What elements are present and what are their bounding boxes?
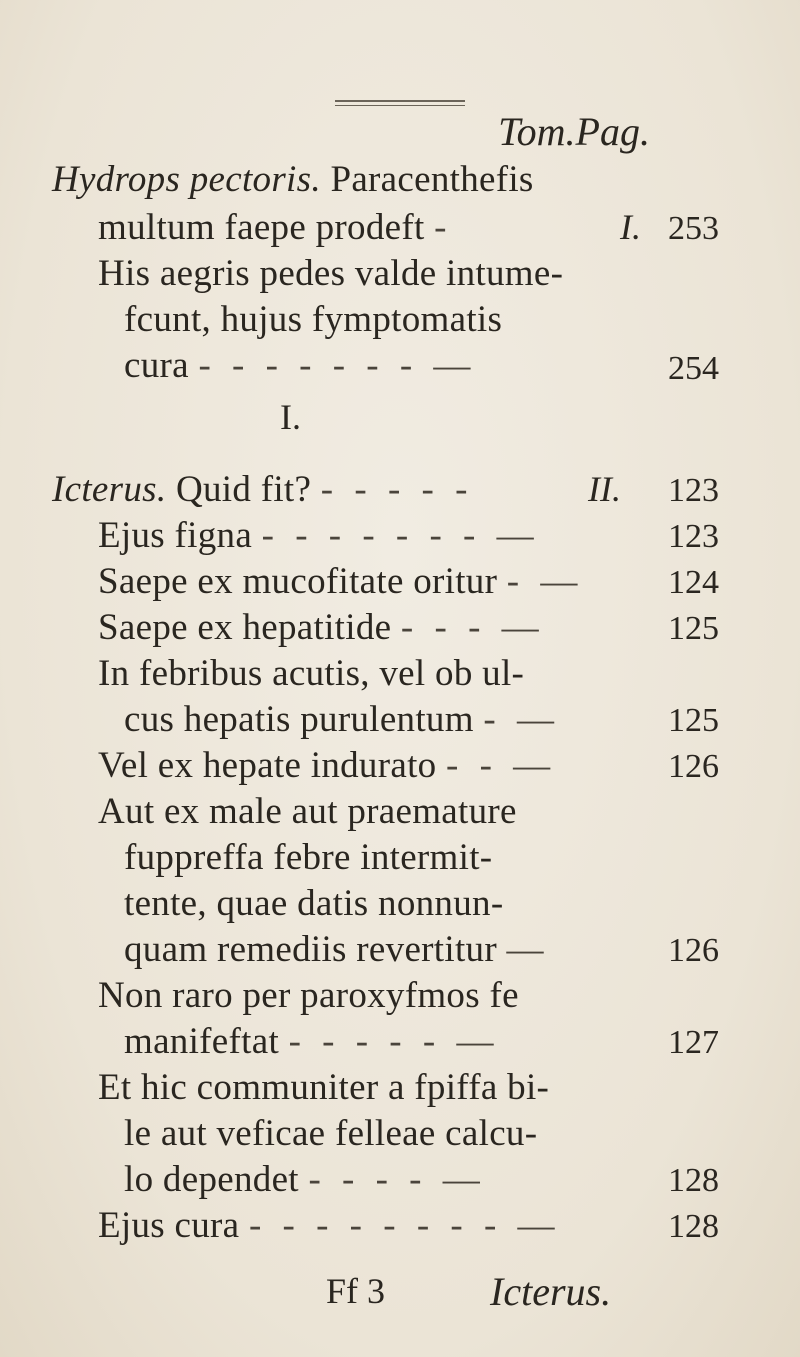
page-number: 254 (668, 350, 719, 387)
entry-line (98, 790, 517, 833)
entry-text: Non raro per paroxyfmos fe (98, 975, 519, 1016)
entry-heading: Icterus. (52, 469, 167, 510)
entry-line (124, 882, 503, 925)
leader-dots: - - - - - - - — (261, 515, 540, 556)
entry-text: Saepe ex hepatitide (98, 607, 392, 648)
entry-line (98, 1066, 549, 1109)
entry-text: quam remediis revertitur (124, 929, 497, 970)
entry-text: manifeftat (124, 1021, 280, 1062)
leader-dots: - - - — (400, 607, 545, 648)
leader-dots: - (434, 207, 453, 248)
entry-line (98, 974, 519, 1017)
entry-text: Ejus cura (98, 1205, 240, 1246)
entry-line (124, 1158, 486, 1201)
page-number: 124 (668, 564, 719, 601)
leader-dots: - - — (446, 745, 557, 786)
section-letter: I. (280, 397, 301, 437)
page-number: 128 (668, 1162, 719, 1199)
entry-text: Paracenthefis (330, 159, 534, 200)
entry-line (98, 744, 556, 787)
entry-line (98, 1204, 561, 1247)
entry-text: Vel ex hepate indurato (98, 745, 437, 786)
entry-line (98, 606, 545, 649)
entry-line (98, 514, 540, 557)
catchword: Icterus. (490, 1269, 612, 1314)
entry-text: fcunt, hujus fymptomatis (124, 299, 503, 340)
page-number: 128 (668, 1208, 719, 1245)
page-number: 125 (668, 610, 719, 647)
entry-text: Ejus figna (98, 515, 253, 556)
entry-line (98, 252, 563, 295)
entry-line (124, 344, 476, 387)
header-rule (335, 100, 465, 106)
entry-line (98, 206, 452, 249)
leader-dots: - — (483, 699, 560, 740)
entry-text: cus hepatis purulentum (124, 699, 474, 740)
entry-text: Et hic communiter a fpiffa bi- (98, 1067, 550, 1108)
entry-text: His aegris pedes valde intume- (98, 253, 564, 294)
entry-text: lo dependet (124, 1159, 299, 1200)
entry-text: Aut ex male aut praemature (98, 791, 517, 832)
volume-number: II. (588, 469, 621, 509)
entry-line (98, 652, 524, 695)
leader-dots: — (506, 929, 550, 970)
entry-line (124, 928, 550, 971)
entry-line (98, 560, 583, 603)
entry-text: le aut veficae felleae calcu- (124, 1113, 538, 1154)
entry-line (124, 1020, 499, 1063)
entry-line (52, 158, 534, 201)
entry-text: Saepe ex mucofitate oritur (98, 561, 498, 602)
entry-text: Quid fit? (175, 469, 312, 510)
entry-line (124, 1112, 537, 1155)
entry-text: In febribus acutis, vel ob ul- (98, 653, 525, 694)
page-number: 125 (668, 702, 719, 739)
entry-text: cura (124, 345, 189, 386)
leader-dots: - - - - - - - — (198, 345, 477, 386)
entry-line (124, 698, 560, 741)
running-header: Tom.Pag. (498, 109, 650, 154)
page-number: 126 (668, 932, 719, 969)
volume-number: I. (620, 207, 641, 247)
signature-mark: Ff 3 (326, 1271, 386, 1311)
entry-text: multum faepe prodeft (98, 207, 425, 248)
leader-dots: - - - - — (308, 1159, 486, 1200)
leader-dots: - — (506, 561, 584, 602)
entry-text: tente, quae datis nonnun- (124, 883, 504, 924)
page-number: 126 (668, 748, 719, 785)
leader-dots: - - - - - (320, 469, 474, 510)
leader-dots: - - - - - — (288, 1021, 500, 1062)
entry-line (52, 468, 473, 511)
page-number: 127 (668, 1024, 719, 1061)
page-number: 123 (668, 518, 719, 555)
entry-text: fuppreffa febre intermit- (124, 837, 493, 878)
leader-dots: - - - - - - - - — (248, 1205, 561, 1246)
page-number: 253 (668, 210, 719, 247)
entry-line (124, 298, 502, 341)
entry-line (124, 836, 492, 879)
page-number: 123 (668, 472, 719, 509)
entry-heading: Hydrops pectoris. (52, 159, 321, 200)
